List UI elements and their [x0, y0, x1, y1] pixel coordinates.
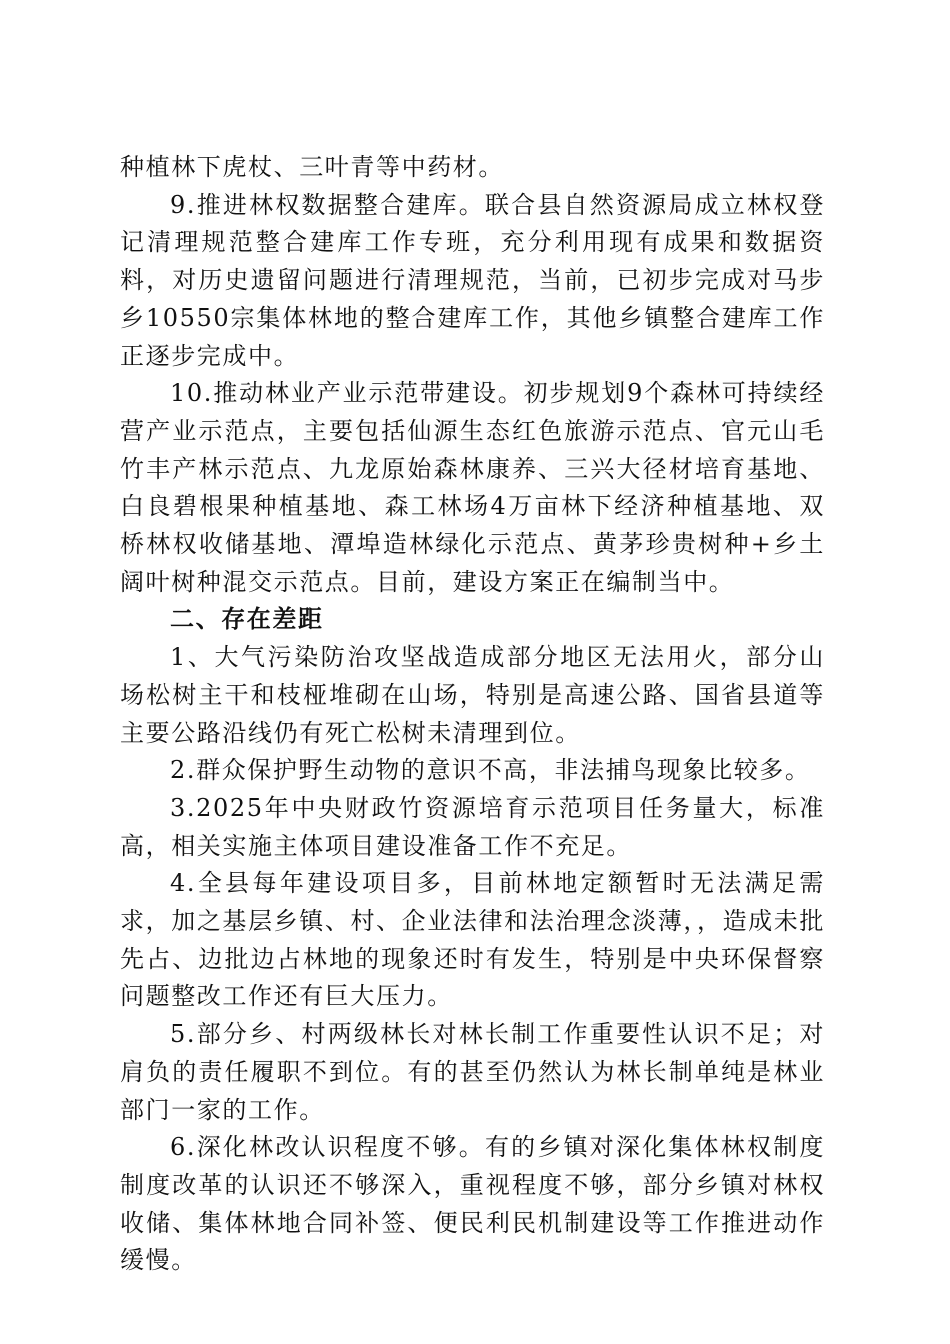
paragraph-gap-5: 5.部分乡、村两级林长对林长制工作重要性认识不足；对肩负的责任履职不到位。有的甚至仍然认为林长制单纯是林业部门一家的工作。 — [120, 1020, 825, 1124]
paragraph-gap-4: 4.全县每年建设项目多，目前林地定额暂时无法满足需求，加之基层乡镇、村、企业法律和法治理念淡薄，，造成未批先占、边批边占林地的现象还时有发生，特别是中央环保督察问题整改工作还有巨大压力。 — [120, 869, 825, 1011]
paragraph-item-9: 9.推进林权数据整合建库。联合县自然资源局成立林权登记清理规范整合建库工作专班，充分利用现有成果和数据资料，对历史遗留问题进行清理规范，当前，已初步完成对马步乡10550宗集体林地的整合建库工作，其他乡镇整合建库工作正逐步完成中。 — [120, 190, 825, 370]
paragraph-gap-3: 3.2025年中央财政竹资源培育示范项目任务量大，标准高，相关实施主体项目建设准备工作不充足。 — [120, 793, 825, 860]
paragraph-gap-1: 1、大气污染防治攻坚战造成部分地区无法用火，部分山场松树主干和枝桠堆砌在山场，特别是高速公路、国省县道等主要公路沿线仍有死亡松树未清理到位。 — [120, 643, 825, 747]
paragraph-gap-2: 2.群众保护野生动物的意识不高，非法捕鸟现象比较多。 — [170, 756, 811, 785]
paragraph-item-10: 10.推动林业产业示范带建设。初步规划9个森林可持续经营产业示范点，主要包括仙源生态红色旅游示范点、官元山毛竹丰产林示范点、九龙原始森林康养、三兴大径材培育基地、白良碧根果种植基地、森工林场4万亩林下经济种植基地、双桥林权收储基地、潭埠造林绿化示范点、黄茅珍贵树种+乡土阔叶树种混交示范点。目前，建设方案正在编制当中。 — [120, 379, 825, 596]
paragraph-gap-6: 6.深化林改认识程度不够。有的乡镇对深化集体林权制度制度改革的认识还不够深入，重视程度不够，部分乡镇对林权收储、集体林地合同补签、便民利民机制建设等工作推进动作缓慢。 — [120, 1133, 825, 1275]
paragraph-continuation: 种植林下虎杖、三叶青等中药材。 — [120, 153, 504, 181]
section-heading-gaps: 二、存在差距 — [170, 605, 324, 634]
document-body — [120, 149, 825, 1280]
